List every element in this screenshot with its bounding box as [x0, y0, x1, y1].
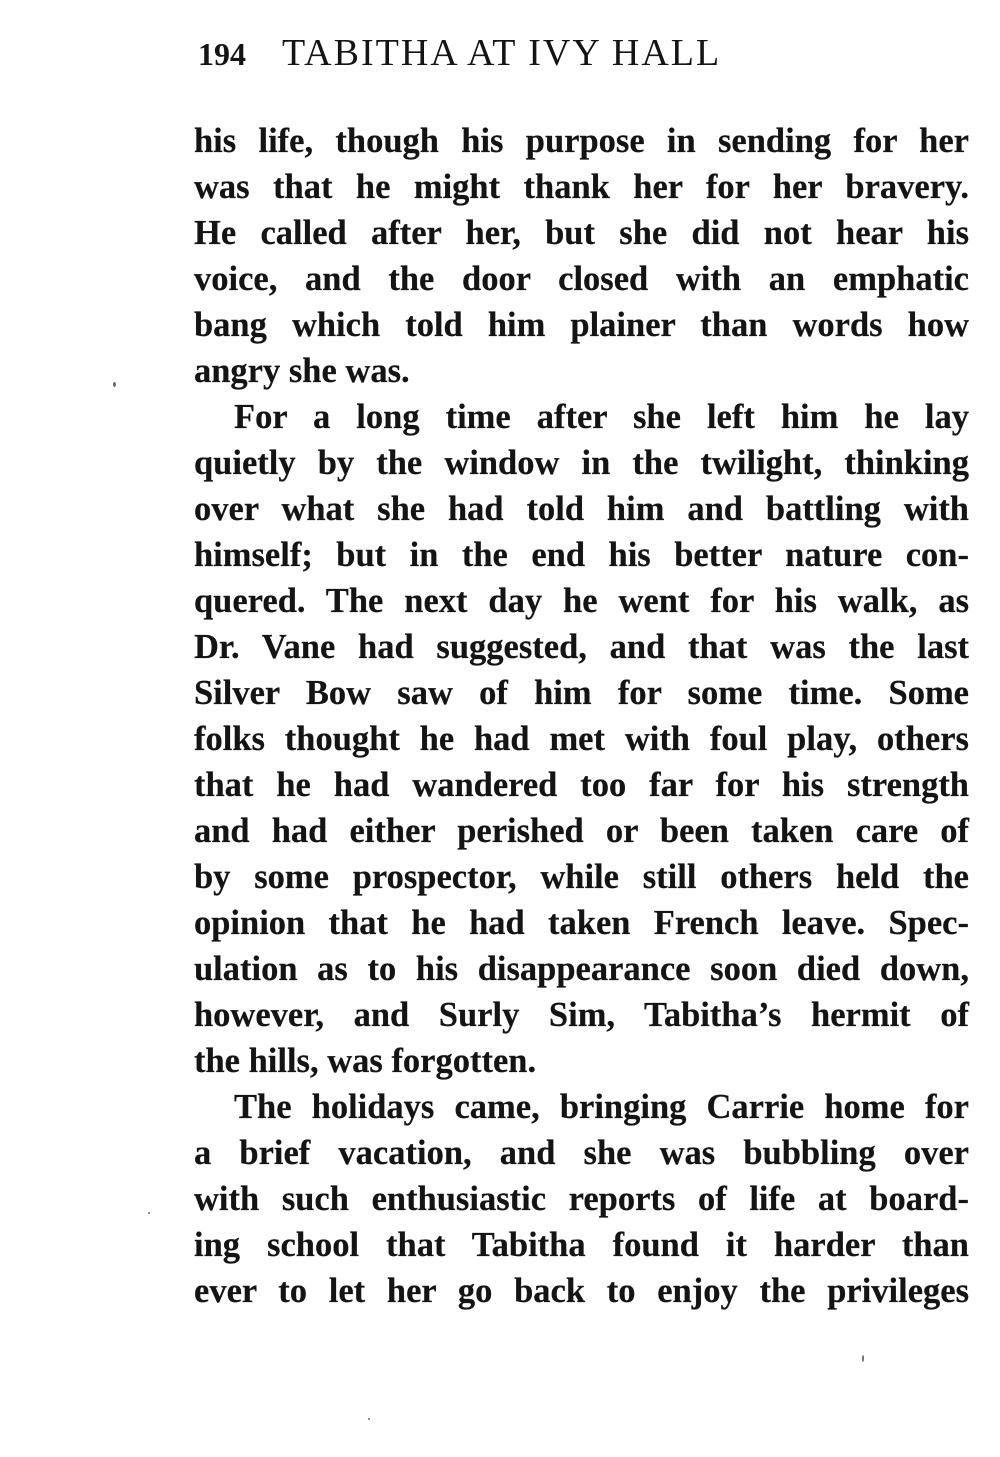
- text-line: voice, and the door closed with an emphatic: [194, 260, 969, 298]
- text-line: quered. The next day he went for his walk, as: [194, 582, 969, 620]
- text-line: He called after her, but she did not hear his: [194, 214, 969, 252]
- text-line: folks thought he had met with foul play, others: [194, 720, 969, 758]
- text-line: Dr. Vane had suggested, and that was the last: [194, 628, 969, 666]
- text-line: the hills, was forgotten.: [194, 1042, 537, 1080]
- scan-speck: [862, 1355, 864, 1362]
- text-line: and had either perished or been taken care of: [194, 812, 969, 850]
- text-line: ever to let her go back to enjoy the privileges: [194, 1272, 969, 1310]
- page-number: 194: [198, 36, 246, 72]
- text-line: over what she had told him and battling with: [194, 490, 969, 528]
- running-head: [198, 28, 898, 78]
- text-line: with such enthusiastic reports of life at board-: [194, 1180, 969, 1218]
- text-line: however, and Surly Sim, Tabitha’s hermit of: [194, 996, 969, 1034]
- text-line: Silver Bow saw of him for some time. Some: [194, 674, 969, 712]
- text-line: his life, though his purpose in sending for her: [194, 122, 969, 160]
- scan-speck: [113, 382, 116, 387]
- scan-speck: [148, 1212, 150, 1214]
- book-title: TABITHA AT IVY HALL: [282, 32, 722, 74]
- scan-speck: [368, 1418, 370, 1420]
- text-line: ing school that Tabitha found it harder than: [194, 1226, 969, 1264]
- text-line: a brief vacation, and she was bubbling over: [194, 1134, 969, 1172]
- text-line: For a long time after she left him he lay: [234, 398, 969, 436]
- text-line: The holidays came, bringing Carrie home for: [234, 1088, 969, 1126]
- text-line: was that he might thank her for her bravery.: [194, 168, 969, 206]
- text-line: opinion that he had taken French leave. Spec-: [194, 904, 969, 942]
- text-line: quietly by the window in the twilight, thinking: [194, 444, 969, 482]
- text-line: by some prospector, while still others held the: [194, 858, 969, 896]
- text-line: ulation as to his disappearance soon died down,: [194, 950, 969, 988]
- text-line: that he had wandered too far for his strength: [194, 766, 969, 804]
- body-text: [194, 118, 969, 1314]
- text-line: himself; but in the end his better nature con-: [194, 536, 969, 574]
- text-line: angry she was.: [194, 352, 410, 390]
- text-line: bang which told him plainer than words how: [194, 306, 969, 344]
